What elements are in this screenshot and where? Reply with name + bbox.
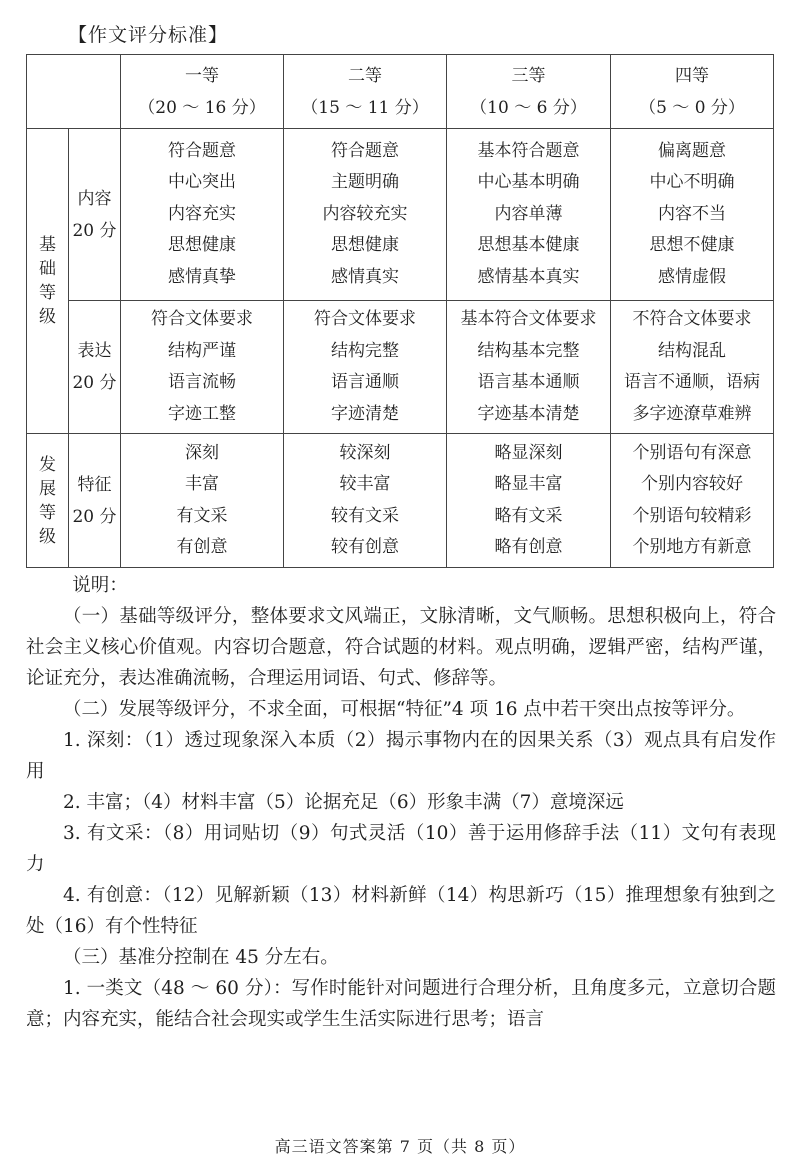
section-title: 【作文评分标准】 [68,24,229,46]
content-aspect-label: 内容 20 分 [69,129,121,301]
note-basic-level: （一）基础等级评分，整体要求文风端正，文脉清晰，文气顺畅。思想积极向上，符合社会主义核心价值观。内容切合题意，符合试题的材料。观点明确，逻辑严密，结构严谨，论证充分，表达准确流畅，合理运用词语、句式、修辞等。 [26,606,776,689]
grade-header-3 [447,55,611,129]
note-literary-grace: 3. 有文采：（8）用词贴切（9）句式灵活（10）善于运用修辞手法（11）文句有表现力 [26,823,776,875]
grade-header-4 [611,55,774,129]
features-grade-4: 个别语句有深意 个别内容较好 个别语句较精彩 个别地方有新意 [611,434,774,568]
grade-range: （15 ～ 11 分） [301,97,429,118]
grade-range: （10 ～ 6 分） [470,97,587,118]
grade-header-1 [121,55,284,129]
features-grade-1: 深刻 丰富 有文采 有创意 [121,434,284,568]
expression-grade-4: 不符合文体要求 结构混乱 语言不通顺，语病 多字迹潦草难辨 [611,301,774,434]
expression-grade-2: 符合文体要求 结构完整 语言通顺 字迹清楚 [284,301,447,434]
content-grade-2: 符合题意 主题明确 内容较充实 思想健康 感情真实 [284,129,447,301]
features-aspect-label: 特征 20 分 [69,434,121,568]
grade-name: 四等 [675,65,709,86]
expression-row [27,301,774,434]
expression-aspect-label: 表达 20 分 [69,301,121,434]
grade-name: 一等 [185,65,219,86]
content-grade-3: 基本符合题意 中心基本明确 内容单薄 思想基本健康 感情基本真实 [447,129,611,301]
corner-cell [27,55,121,129]
grade-range: （20 ～ 16 分） [138,97,266,118]
basic-level-label: 基 础 等 级 [27,129,69,434]
features-grade-3: 略显深刻 略显丰富 略有文采 略有创意 [447,434,611,568]
expression-grade-3: 基本符合文体要求 结构基本完整 语言基本通顺 字迹基本清楚 [447,301,611,434]
features-row [27,434,774,568]
content-grade-1: 符合题意 中心突出 内容充实 思想健康 感情真挚 [121,129,284,301]
grade-header-2 [284,55,447,129]
notes-section [26,570,776,1035]
page-footer: 高三语文答案第 7 页（共 8 页） [274,1137,526,1156]
note-baseline-score: （三）基准分控制在 45 分左右。 [63,947,339,968]
grading-table [26,54,774,568]
grade-name: 二等 [348,65,382,86]
note-depth: 1. 深刻：（1）透过现象深入本质（2）揭示事物内在的因果关系（3）观点具有启发作用 [26,730,776,782]
grade-name: 三等 [511,65,546,86]
content-row [27,129,774,301]
note-first-class: 1. 一类文（48 ～ 60 分）：写作时能针对问题进行合理分析，且角度多元，立意切合题意；内容充实，能结合社会现实或学生生活实际进行思考；语言 [26,978,776,1030]
expression-grade-1: 符合文体要求 结构严谨 语言流畅 字迹工整 [121,301,284,434]
grade-header-row [27,55,774,129]
features-grade-2: 较深刻 较丰富 较有文采 较有创意 [284,434,447,568]
content-grade-4: 偏离题意 中心不明确 内容不当 思想不健康 感情虚假 [611,129,774,301]
note-creativity: 4. 有创意：（12）见解新颖（13）材料新鲜（14）构思新巧（15）推理想象有独到之处（16）有个性特征 [26,885,776,937]
note-richness: 2. 丰富；（4）材料丰富（5）论据充足（6）形象丰满（7）意境深远 [63,792,624,813]
development-level-label: 发 展 等 级 [27,434,69,568]
note-development-level: （二）发展等级评分，不求全面，可根据“特征”4 项 16 点中若干突出点按等评分。 [63,699,746,720]
grade-range: （5 ～ 0 分） [639,97,745,118]
notes-heading: 说明： [72,575,128,596]
